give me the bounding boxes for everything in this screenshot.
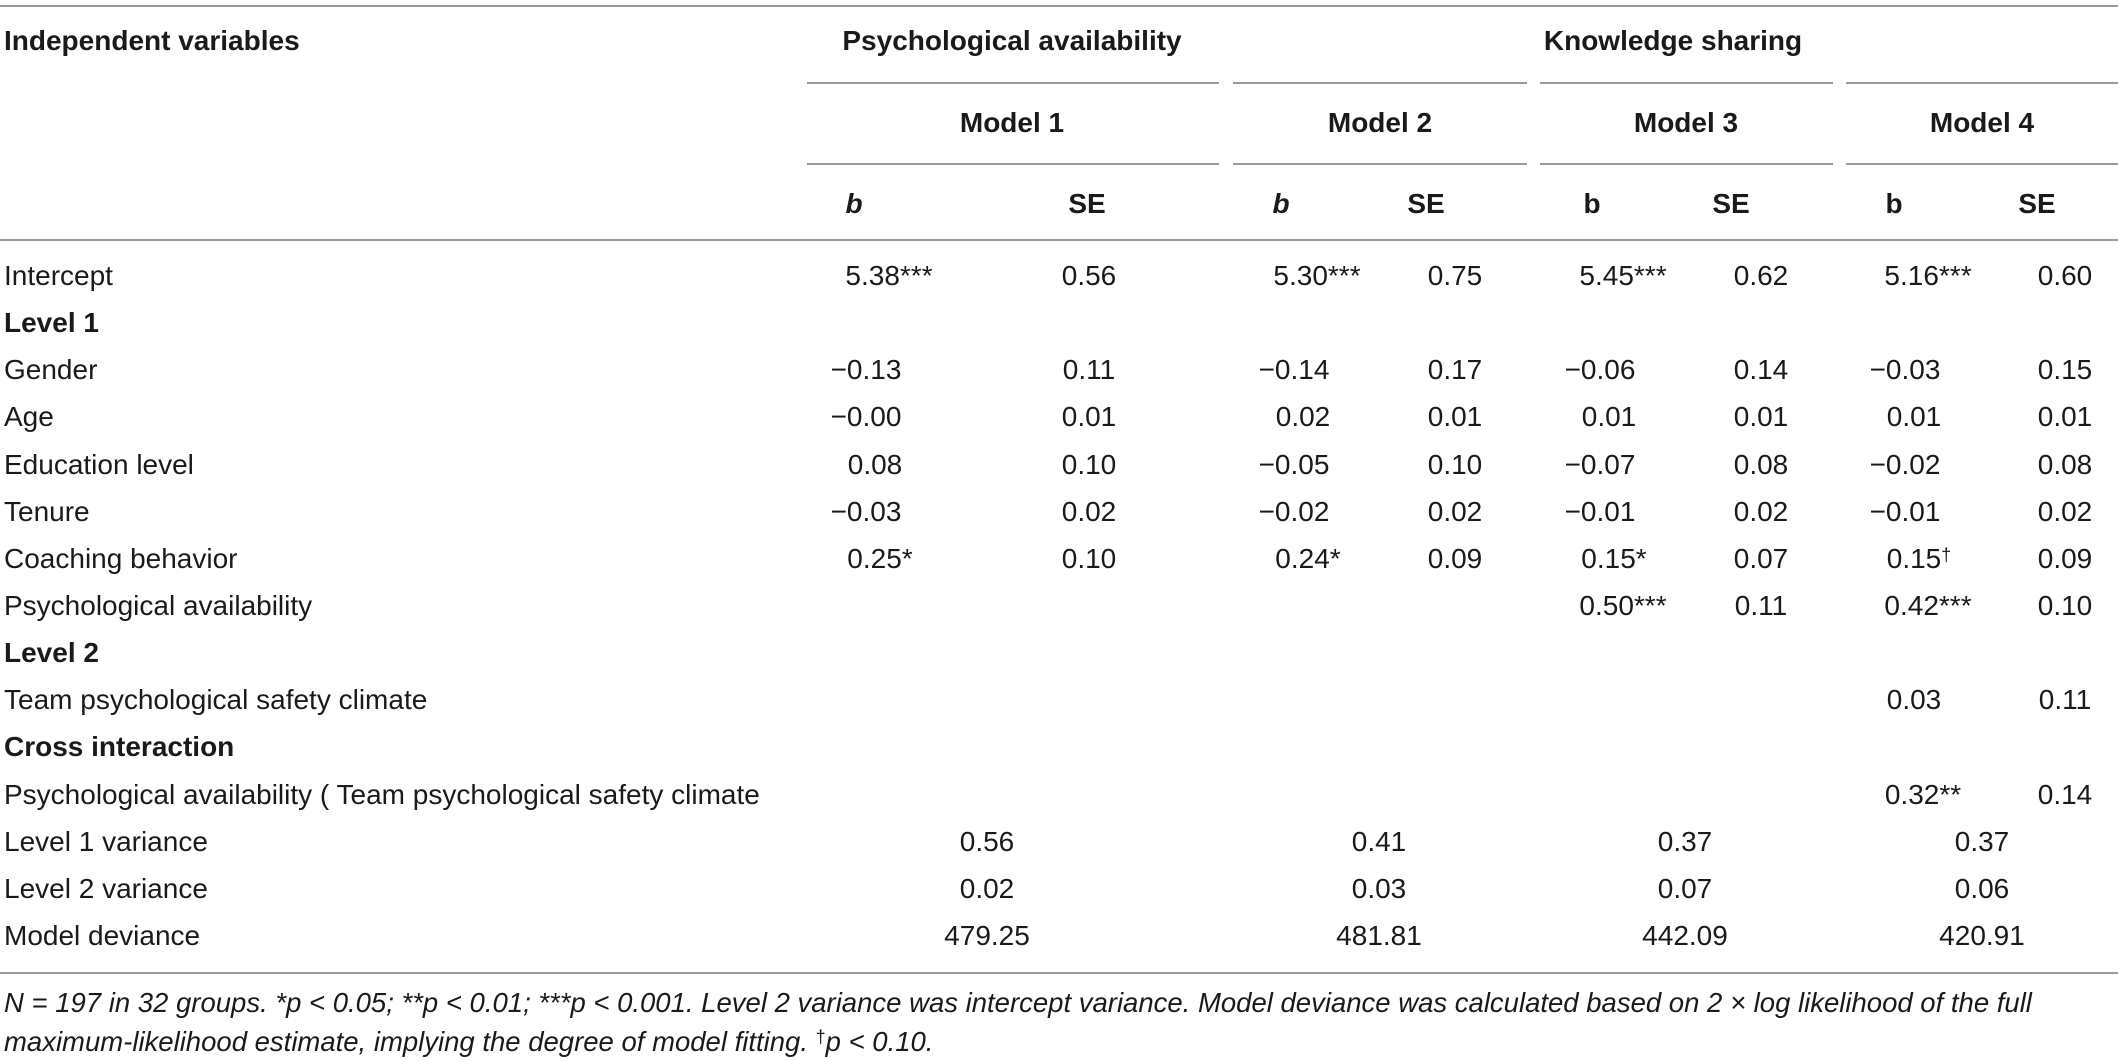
cell-age-m1-b: −0.00 — [830, 401, 902, 432]
cell-coaching-m3-se: 0.07 — [1733, 543, 1789, 574]
row-label-psychological-availability: Psychological availability — [4, 590, 313, 621]
cell-tenure-m1-b: −0.03 — [830, 496, 902, 527]
dagger-mark: † — [1941, 545, 1952, 565]
cell-deviance-m1: 479.25 — [944, 920, 1030, 951]
cell-age-m4-se: 0.01 — [2037, 401, 2093, 432]
cell-deviance-m2: 481.81 — [1336, 920, 1422, 951]
cell-age-m2-se: 0.01 — [1427, 401, 1483, 432]
cell-l2var-m3: 0.07 — [1657, 873, 1713, 904]
cell-deviance-m4: 420.91 — [1939, 920, 2025, 951]
header-knowledge-sharing: Knowledge sharing — [1543, 25, 1803, 56]
cell-gender-m1-b: −0.13 — [830, 354, 902, 385]
cell-intercept-m1-b: 5.38*** — [845, 260, 933, 291]
cell-coaching-m4-se: 0.09 — [2037, 543, 2093, 574]
cell-coaching-m1-se: 0.10 — [1061, 543, 1117, 574]
cell-l2var-m4: 0.06 — [1954, 873, 2010, 904]
row-label-gender: Gender — [4, 354, 98, 385]
cell-education-m2-b: −0.05 — [1258, 449, 1330, 480]
cell-intercept-m2-b: 5.30*** — [1273, 260, 1361, 291]
cell-cross-m4-se: 0.14 — [2037, 779, 2093, 810]
table-bottom-rule — [0, 972, 2118, 974]
model3-rule — [1540, 163, 1833, 165]
cell-team-climate-m4-se: 0.11 — [2038, 684, 2092, 715]
cell-coaching-m2-se: 0.09 — [1427, 543, 1483, 574]
cell-team-climate-m4-b: 0.03 — [1886, 684, 1942, 715]
cell-tenure-m1-se: 0.02 — [1061, 496, 1117, 527]
cell-age-m4-b: 0.01 — [1886, 401, 1942, 432]
cell-intercept-m1-se: 0.56 — [1061, 260, 1117, 291]
header-model4-b: b — [1885, 188, 1903, 219]
cell-tenure-m2-se: 0.02 — [1427, 496, 1483, 527]
row-label-intercept: Intercept — [4, 260, 113, 291]
psych-availability-rule — [807, 82, 1219, 84]
cell-education-m4-se: 0.08 — [2037, 449, 2093, 480]
row-label-model-deviance: Model deviance — [4, 920, 201, 951]
cell-coaching-m4-b — [1887, 542, 1952, 576]
header-model1-b: b — [845, 188, 863, 219]
knowledge-sharing-rule-model4 — [1846, 82, 2118, 84]
cell-coaching-m4-b-value: 0.15 — [1886, 543, 1942, 574]
cell-gender-m4-se: 0.15 — [2037, 354, 2093, 385]
section-heading-level-2: Level 2 — [4, 637, 99, 668]
cell-coaching-m1-b: 0.25* — [847, 543, 913, 574]
cell-intercept-m2-se: 0.75 — [1427, 260, 1483, 291]
model1-rule — [807, 163, 1219, 165]
cell-l1var-m4: 0.37 — [1954, 826, 2010, 857]
header-model2-b: b — [1272, 188, 1290, 219]
header-model-1: Model 1 — [959, 107, 1065, 138]
section-heading-cross-interaction: Cross interaction — [4, 731, 235, 762]
header-model3-se: SE — [1712, 188, 1750, 219]
cell-gender-m4-b: −0.03 — [1869, 354, 1941, 385]
cell-gender-m3-b: −0.06 — [1564, 354, 1636, 385]
header-model1-se: SE — [1068, 188, 1106, 219]
header-bottom-rule — [0, 239, 2118, 241]
cell-psych-m4-se: 0.10 — [2037, 590, 2093, 621]
header-psychological-availability: Psychological availability — [842, 25, 1182, 56]
footnote-dagger: † — [815, 1027, 826, 1047]
row-label-coaching-behavior: Coaching behavior — [4, 543, 238, 574]
header-model4-se: SE — [2018, 188, 2056, 219]
cell-age-m2-b: 0.02 — [1275, 401, 1331, 432]
cell-intercept-m3-b: 5.45*** — [1579, 260, 1667, 291]
cell-education-m1-se: 0.10 — [1061, 449, 1117, 480]
model2-rule — [1233, 163, 1527, 165]
footnote-line-2-prefix: maximum-likelihood estimate, implying the degree of model fitting. — [4, 1026, 808, 1057]
header-model-4: Model 4 — [1929, 107, 2035, 138]
cell-coaching-m2-b: 0.24* — [1275, 543, 1341, 574]
section-heading-level-1: Level 1 — [4, 307, 99, 338]
footnote-line-1: N = 197 in 32 groups. *p < 0.05; **p < 0.01; ***p < 0.001. Level 2 variance was intercept variance. Model deviance was calculated based on 2 × log likelihood of the full — [4, 987, 2032, 1018]
row-label-cross-interaction: Psychological availability ( Team psychological safety climate — [4, 779, 760, 810]
model4-rule — [1846, 163, 2118, 165]
header-independent-variables: Independent variables — [4, 25, 300, 56]
cell-psych-m3-se: 0.11 — [1734, 590, 1788, 621]
cell-gender-m1-se: 0.11 — [1062, 354, 1116, 385]
knowledge-sharing-rule-model3 — [1540, 82, 1833, 84]
cell-cross-m4-b: 0.32** — [1884, 779, 1962, 810]
header-model2-se: SE — [1407, 188, 1445, 219]
cell-education-m1-b: 0.08 — [847, 449, 903, 480]
cell-age-m3-se: 0.01 — [1733, 401, 1789, 432]
top-rule — [0, 5, 2118, 7]
cell-tenure-m3-b: −0.01 — [1564, 496, 1636, 527]
cell-education-m2-se: 0.10 — [1427, 449, 1483, 480]
cell-coaching-m3-b: 0.15* — [1581, 543, 1647, 574]
cell-l2var-m1: 0.02 — [959, 873, 1015, 904]
cell-age-m1-se: 0.01 — [1061, 401, 1117, 432]
cell-deviance-m3: 442.09 — [1642, 920, 1728, 951]
cell-tenure-m4-se: 0.02 — [2037, 496, 2093, 527]
cell-intercept-m4-b: 5.16*** — [1884, 260, 1972, 291]
header-model-2: Model 2 — [1327, 107, 1433, 138]
row-label-age: Age — [4, 401, 54, 432]
cell-intercept-m4-se: 0.60 — [2037, 260, 2093, 291]
row-label-level2-variance: Level 2 variance — [4, 873, 208, 904]
cell-l1var-m2: 0.41 — [1351, 826, 1407, 857]
cell-l2var-m2: 0.03 — [1351, 873, 1407, 904]
cell-age-m3-b: 0.01 — [1581, 401, 1637, 432]
cell-education-m3-se: 0.08 — [1733, 449, 1789, 480]
cell-tenure-m2-b: −0.02 — [1258, 496, 1330, 527]
cell-education-m3-b: −0.07 — [1564, 449, 1636, 480]
cell-intercept-m3-se: 0.62 — [1733, 260, 1789, 291]
cell-l1var-m1: 0.56 — [959, 826, 1015, 857]
footnote-line-2-suffix: p < 0.10. — [825, 1026, 934, 1057]
cell-psych-m4-b: 0.42*** — [1884, 590, 1972, 621]
header-model3-b: b — [1583, 188, 1601, 219]
knowledge-sharing-rule-model2 — [1233, 82, 1527, 84]
cell-l1var-m3: 0.37 — [1657, 826, 1713, 857]
cell-gender-m2-b: −0.14 — [1258, 354, 1330, 385]
cell-tenure-m4-b: −0.01 — [1869, 496, 1941, 527]
row-label-education-level: Education level — [4, 449, 194, 480]
cell-gender-m2-se: 0.17 — [1427, 354, 1483, 385]
cell-tenure-m3-se: 0.02 — [1733, 496, 1789, 527]
row-label-tenure: Tenure — [4, 496, 90, 527]
header-model-3: Model 3 — [1633, 107, 1739, 138]
row-label-team-psych-safety: Team psychological safety climate — [4, 684, 428, 715]
footnote-line-2 — [4, 1022, 2104, 1061]
cell-psych-m3-b: 0.50*** — [1579, 590, 1667, 621]
cell-education-m4-b: −0.02 — [1869, 449, 1941, 480]
row-label-level1-variance: Level 1 variance — [4, 826, 208, 857]
table-footnote — [4, 983, 2104, 1061]
cell-gender-m3-se: 0.14 — [1733, 354, 1789, 385]
